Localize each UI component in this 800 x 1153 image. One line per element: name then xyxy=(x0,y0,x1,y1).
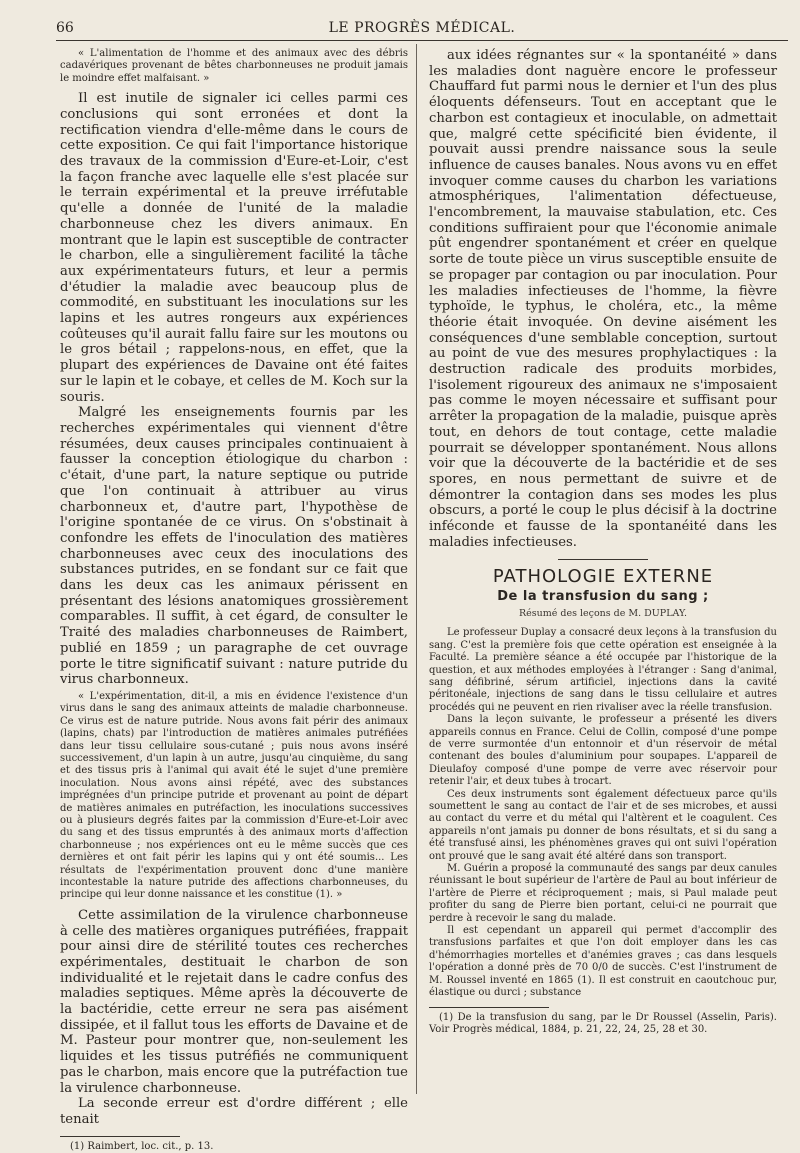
quote-paragraph: « L'alimentation de l'homme et des animaux avec des débris cadavériques provenant de bêtes charbonneuses ne produit jamais le moindre effet malfaisant. » xyxy=(60,48,408,84)
column-divider xyxy=(416,44,417,1094)
footnote: (1) De la transfusion du sang, par le Dr Roussel (Asselin, Paris). Voir Progrès médical, 1884, p. 21, 22, 24, 25, 28 et 30. xyxy=(429,1012,777,1036)
footnote: (1) Raimbert, loc. cit., p. 13. xyxy=(70,1140,214,1152)
footnote-rule xyxy=(429,1007,549,1008)
page-number: 66 xyxy=(56,20,74,36)
section-separator xyxy=(558,559,648,560)
left-column xyxy=(60,48,408,1152)
body-paragraph: Il est cependant un appareil qui permet d'accomplir des transfusions parfaites et que l'on doit employer dans les cas d'hémorrhagies mortelles et d'anémies graves ; cas dans lesquels l'opération a donné près de 70 0/0 de succès. C'est l'instrument de M. Roussel inventé en 1865 (1). Il est construit en caoutchouc pur, élastique ou durci ; substance xyxy=(429,925,777,999)
body-paragraph: M. Guérin a proposé la communauté des sangs par deux canules réunissant le bout supérieur de l'artère de Paul au bout inférieur de l'artère de Pierre et réciproquement ; mais, si Paul malade peut profiter du sang de Pierre bien portant, celui-ci ne pourrait que perdre à recevoir le sang du malade. xyxy=(429,863,777,924)
page-header xyxy=(56,18,788,41)
quote-paragraph: « L'expérimentation, dit-il, a mis en évidence l'existence d'un virus dans le sang des animaux atteints de maladie charbonneuse. Ce virus est de nature putride. Nous avons fait périr des animaux (lapins, chats) par l'introduction de matières animales putréfiées dans leur tissu cellulaire sous-cutané ; puis nous avons inséré successivement, d'un lapin à un autre, jusqu'au cinquième, du sang et des tissus pris à l'animal qui avait été le sujet d'une première inoculation. Nous avons ainsi répété, avec des substances imprégnées d'un principe putride et provenant au point de départ de matières animales en putréfaction, les inoculations successives ou à plusieurs degrés faites par la commission d'Eure-et-Loir avec du sang et des tissus empruntés à des animaux morts d'affection charbonneuse ; nos expériences ont eu le même succès que ces dernières et ont fait périr les lapins qui y ont été soumis... Les résultats de l'expérimentation prouvent donc d'une manière incontestable la nature putride des affections charbonneuses, du principe qui leur donne naissance et les constitue (1). » xyxy=(60,690,408,901)
body-paragraph: Ces deux instruments sont également défectueux parce qu'ils soumettent le sang au contact de l'air et de ses microbes, et aussi au contact du verre et du métal qui l'altèrent et le coagulent. Ces appareils n'ont jamais pu donner de bons résultats, et si du sang a été transfusé ainsi, les phénomènes graves qui ont suivi l'opération ont prouvé que le sang avait été altéré dans son transport. xyxy=(429,788,777,862)
body-paragraph: La seconde erreur est d'ordre différent ; elle tenait xyxy=(60,1096,408,1127)
body-paragraph: Il est inutile de signaler ici celles parmi ces conclusions qui sont erronées et dont la rectification viendra d'elle-même dans le cours de cette exposition. Ce qui fait l'importance historique des travaux de la commission d'Eure-et-Loir, c'est la façon franche avec laquelle elle s'est placée sur le terrain expérimental et la preuve irréfutable qu'elle a donnée de l'unité de la maladie charbonneuse chez les divers animaux. En montrant que le lapin est susceptible de contracter le charbon, elle a singulièrement facilité la tâche aux expérimentateurs futurs, et leur a permis d'étudier la maladie avec beaucoup plus de commodité, en substituant les inoculations sur les lapins et les autres rongeurs aux expériences coûteuses qu'il aurait fallu faire sur les moutons ou le gros bétail ; rappelons-nous, en effet, que la plupart des expériences de Davaine ont été faites sur le lapin et le cobaye, et celles de M. Koch sur la souris. xyxy=(60,91,408,405)
right-column xyxy=(429,48,777,1108)
footnote-rule xyxy=(60,1136,180,1137)
article-subtitle: De la transfusion du sang ; xyxy=(497,589,709,605)
body-paragraph: Le professeur Duplay a consacré deux leçons à la transfusion du sang. C'est la première fois que cette opération est enseignée à la Faculté. La première séance a été occupée par l'historique de la question, et aux méthodes employées à l'étranger : Sang d'animal, sang défibriné, sérum artificiel, injections dans la cavité péritonéale, injections de sang dans le tissu cellulaire et autres procédés qui ne peuvent en rien rivaliser avec la réelle transfusion. xyxy=(429,627,777,713)
body-paragraph: Malgré les enseignements fournis par les recherches expérimentales qui viennent d'être résumées, deux causes principales continuaient à fausser la conception étiologique du charbon : c'était, d'une part, la nature septique ou putride que l'on continuait à attribuer au virus charbonneux et, d'autre part, l'hypothèse de l'origine spontanée de ce virus. On s'obstinait à confondre les effets de l'inoculation des matières charbonneuses avec ceux des inoculations des substances putrides, en se fondant sur ce fait que dans les deux cas les animaux périssent en présentant des lésions anatomiques grossièrement comparables. Il suffit, à cet égard, de consulter le Traité des maladies charbonneuses de Raimbert, publié en 1859 ; un paragraphe de cet ouvrage porte le titre significatif suivant : nature putride du virus charbonneux. xyxy=(60,405,408,688)
body-paragraph: aux idées régnantes sur « la spontanéité » dans les maladies dont naguère encore le professeur Chauffard fut parmi nous le dernier et l'un des plus éloquents défenseurs. Tout en acceptant que le charbon est contagieux et inoculable, on admettait que, malgré cette spécificité bien évidente, il pouvait aussi prendre naissance sous la seule influence de causes banales. Nous avons vu en effet invoquer comme causes du charbon les variations atmosphériques, l'alimentation défectueuse, l'encombrement, la mauvaise stabulation, etc. Ces conditions suffiraient pour que l'économie animale pût engendrer spontanément et créer en quelque sorte de toute pièce un virus susceptible ensuite de se propager par contagion ou par inoculation. Pour les maladies infectieuses de l'homme, la fièvre typhoïde, le typhus, le choléra, etc., la même théorie était invoquée. On devine aisément les conséquences d'une semblable conception, surtout au point de vue des mesures prophylactiques : la destruction radicale des produits morbides, l'isolement rigoureux des animaux ne s'imposaient pas comme le moyen nécessaire et suffisant pour arrêter la propagation de la maladie, puisque après tout, en dehors de tout contage, cette maladie pourrait se développer spontanément. Nous allons voir que la découverte de la bactéridie et de ses spores, en nous permettant de suivre et de démontrer la contagion dans ses modes les plus obscurs, a porté le coup le plus décisif à la doctrine inféconde et fausse de la spontanéité dans les maladies infectieuses. xyxy=(429,48,777,550)
body-paragraph: Dans la leçon suivante, le professeur a présenté les divers appareils connus en France. Celui de Collin, composé d'une pompe de verre surmontée d'un entonnoir et d'un réservoir de métal contenant des boules d'aluminium pour soupapes. L'appareil de Dieulafoy composé d'une pompe de verre avec réservoir pour retenir l'air, et deux tubes à trocart. xyxy=(429,714,777,788)
body-paragraph: Cette assimilation de la virulence charbonneuse à celle des matières organiques putréfiées, frappait pour ainsi dire de stérilité toutes ces recherches expérimentales, destituait le charbon de son individualité et le rejetait dans le cadre confus des maladies septiques. Même après la découverte de la bactéridie, cette erreur ne sera pas aisément dissipée, et il fallut tous les efforts de Davaine et de M. Pasteur pour montrer que, non-seulement les liquides et les tissus putréfiés ne communiquent pas le charbon, mais encore que la putréfaction tue la virulence charbonneuse. xyxy=(60,907,408,1096)
section-title: PATHOLOGIE EXTERNE xyxy=(492,565,714,587)
running-title: LE PROGRÈS MÉDICAL. xyxy=(328,20,516,36)
article-byline: Résumé des leçons de M. DUPLAY. xyxy=(518,607,688,619)
